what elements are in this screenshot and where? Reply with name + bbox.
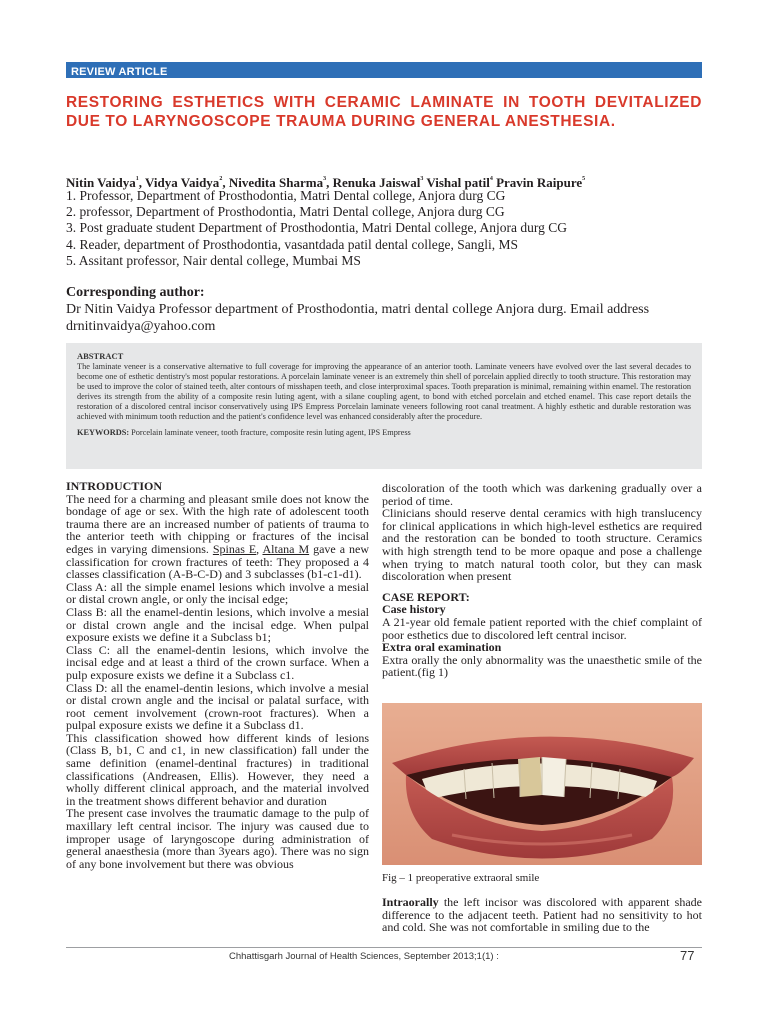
figure-caption: Fig – 1 preoperative extraoral smile: [382, 872, 540, 884]
article-type-label: REVIEW ARTICLE: [71, 66, 168, 78]
continuation-paragraph: discoloration of the tooth which was darkening gradually over a period of time.: [382, 481, 702, 508]
author-name: Nitin Vaidya: [66, 175, 136, 190]
abstract-heading: ABSTRACT: [77, 351, 124, 361]
author-affil-mark: 2: [219, 176, 223, 182]
article-type-banner: [66, 62, 702, 78]
author-affil-mark: 3: [420, 176, 424, 182]
classification-paragraph: This classification showed how different kinds of lesions (Class B, b1, C and c1, in new classification) fall under the same definition (enamel-dentinal fractures) in traditional classifications (Andreasen, Ellis). However, they need a wholly different clinical approach, and the material involved in the treatment shows different behavior and duration: [66, 730, 369, 808]
author-name: Vishal patil: [426, 175, 490, 190]
affiliation-item: 3. Post graduate student Department of Prosthodontia, Matri Dental college, Anjora durg CG: [66, 220, 568, 236]
class-d-paragraph: Class D: all the enamel-dentin lesions, which involve a mesial or distal crown angle and the incisal or palatal surface, with root cement involvement (crown-root fractures). When a pulpal exposure exists we define it a Subclass d1.: [66, 680, 369, 733]
affiliation-item: 1. Professor, Department of Prosthodontia, Matri Dental college, Anjora durg CG: [66, 188, 506, 203]
smile-photo: [382, 703, 702, 865]
abstract-box: [66, 343, 702, 469]
keywords: [77, 428, 691, 438]
author-separator: ,: [326, 175, 333, 190]
left-column: [66, 480, 369, 870]
citation-link[interactable]: Spinas E: [212, 541, 257, 556]
article-title: RESTORING ESTHETICS WITH CERAMIC LAMINATE IN TOOTH DEVITALIZED DUE TO LARYNGOSCOPE TRAUMA DURING GENERAL ANESTHESIA.: [66, 94, 702, 130]
citation-separator: ,: [256, 541, 263, 556]
author-name: Renuka Jaiswal: [332, 175, 421, 190]
author-name: Vidya Vaidya: [145, 175, 220, 190]
author-affil-mark: 1: [135, 176, 139, 182]
smile-photo-illustration: [382, 703, 702, 865]
journal-citation: Chhattisgarh Journal of Health Sciences, September 2013;1(1) :: [229, 951, 499, 962]
introduction-paragraph: [66, 493, 369, 581]
author-name: Nivedita Sharma: [228, 175, 324, 190]
intro-text: The need for a charming and pleasant smile does not know the bondage of age or sex. With the high rate of adolescent tooth trauma there are an increased number of patients of trauma to the anterior teeth with chipping or fractures of the incisal edges in varying dimensions.: [66, 491, 369, 556]
intraorally-label: Intraorally: [382, 895, 439, 909]
introduction-heading: INTRODUCTION: [66, 479, 163, 493]
extra-oral-paragraph: Extra orally the only abnormality was the unaesthetic smile of the patient.(fig 1): [382, 652, 702, 680]
extra-oral-heading: Extra oral examination: [382, 640, 502, 655]
author-name: Pravin Raipure: [496, 175, 583, 190]
affiliation-item: 4. Reader, department of Prosthodontia, vasantdada patil dental college, Sangli, MS: [66, 236, 518, 252]
class-b-paragraph: Class B: all the enamel-dentin lesions, which involve a mesial or distal crown angle and the incisal edge. When pulpal exposure exists we define it a Subclass b1;: [66, 604, 369, 645]
author-separator: ,: [222, 175, 229, 190]
affiliation-item: 2. professor, Department of Prosthodontia, Matri Dental college, Anjora durg CG: [66, 204, 505, 220]
author-affil-mark: 5: [582, 176, 586, 182]
affiliation-list: [66, 188, 706, 269]
author-affil-mark: 4: [489, 176, 493, 182]
clinicians-paragraph: Clinicians should reserve dental ceramics with high translucency for clinical applications in which high-level esthetics are required and the restoration can be bonded to tooth structure. Ceramics with high strength tend to be more opaque and pose a challenge when trying to match natural tooth color, but they can mask discoloration when present: [382, 506, 702, 584]
intraoral-text: the left incisor was discolored with apparent shade difference to the adjacent teeth. Patient had no sensitivity to hot and cold. She was not comfortable in smiling due to the: [382, 895, 702, 935]
case-report-heading: CASE REPORT:: [382, 589, 470, 604]
intraoral-paragraph: [382, 896, 702, 934]
corresponding-author-heading: Corresponding author:: [66, 285, 205, 300]
author-affil-mark: 3: [323, 176, 327, 182]
present-case-paragraph: The present case involves the traumatic damage to the pulp of maxillary left central incisor. The injury was caused due to improper usage of laryngoscope during administration of general anaesthesia (more than 3years ago). There was no sign of any bone involvement but there was obvious: [66, 806, 369, 871]
citation-link[interactable]: Altana M: [262, 541, 310, 556]
page-number: 77: [680, 948, 695, 963]
affiliation-item: 5. Assitant professor, Nair dental college, Mumbai MS: [66, 252, 361, 268]
keywords-label: KEYWORDS:: [77, 428, 130, 437]
abstract-text: The laminate veneer is a conservative alternative to full coverage for improving the appearance of an anterior tooth. Laminate veneers have evolved over the last several decades to become one of esthetic dentistry's most popular restorations. A porcelain laminate veneer is an extremely thin shell of porcelain applied directly to tooth structure. This restoration may be used to improve the color of stained teeth, alter contours of misshapen teeth, and close interproximal spaces. Tooth preparation is minimal, remaining within enamel. The restoration derives its strength from the ability of a composite resin luting agent, with a silane coupling agent, to bond with etched porcelain and etched enamel. This case report details the restoration of a discolored central incisor conservatively using IPS Empress Porcelain laminate veneers following root canal treatment. A highly esthetic and durable restoration was achieved with minimum tooth reduction and the patient's confidence level was enhanced considerably after the procedure.: [77, 362, 691, 421]
class-a-paragraph: Class A: all the simple enamel lesions which involve a mesial or distal crown angle, or only the incisal edge;: [66, 579, 369, 607]
intro-text: gave a new classification for crown fractures of teeth: They proposed a 4 classes classification (A-B-C-D) and 3 subclasses (b1-c1-d1).: [66, 541, 369, 582]
keywords-text: Porcelain laminate veneer, tooth fracture, composite resin luting agent, IPS Empress: [129, 428, 411, 437]
case-history-heading: Case history: [382, 602, 446, 617]
right-column: [382, 482, 702, 679]
class-c-paragraph: Class C: all the enamel-dentin lesions, which involve the incisal edge and at least a third of the crown surface. When a pulp exposure exists we define it a Subclass c1.: [66, 642, 369, 682]
author-separator: ,: [138, 175, 145, 190]
case-history-paragraph: A 21-year old female patient reported with the chief complaint of poor esthetics due to discolored left central incisor.: [382, 614, 702, 642]
corresponding-author-text: Dr Nitin Vaidya Professor department of Prosthodontia, matri dental college Anjora durg. Email address drnitinvaidya@yahoo.com: [66, 302, 650, 334]
footer-rule: [66, 947, 702, 948]
